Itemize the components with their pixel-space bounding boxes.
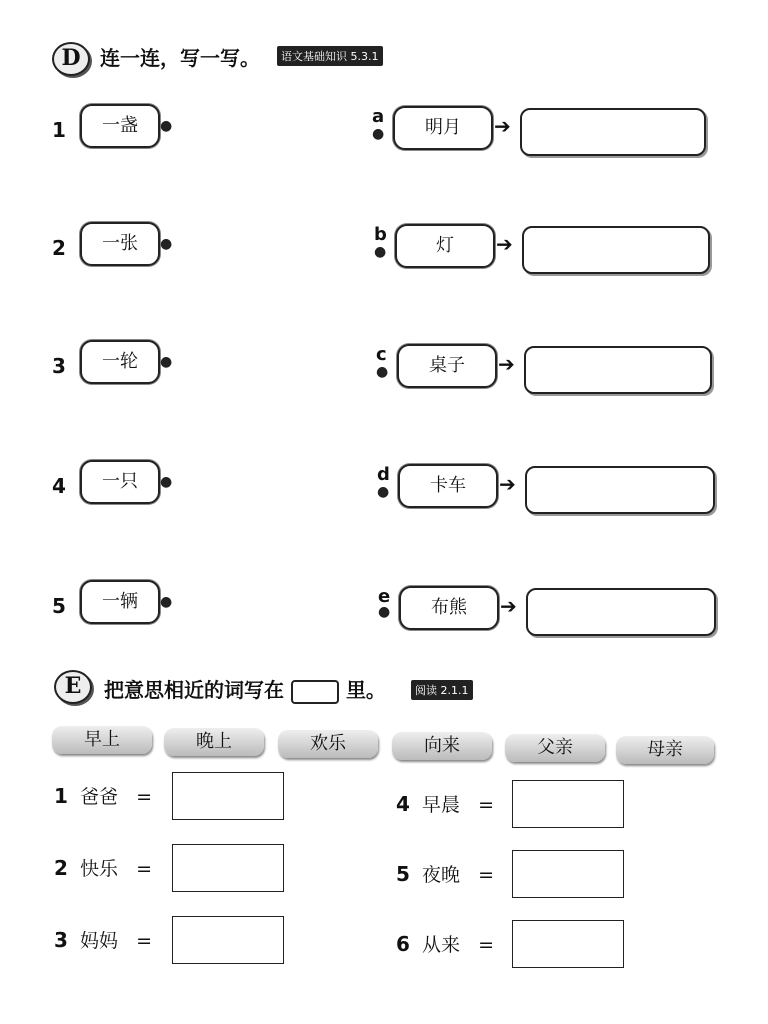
row-word: 快乐	[80, 858, 119, 880]
right-item-letter: a	[372, 106, 385, 127]
answer-box[interactable]	[522, 226, 710, 274]
row-word: 从来	[422, 934, 461, 956]
right-item-letter: c	[376, 344, 387, 365]
connect-dot-icon[interactable]: ●	[160, 474, 173, 490]
answer-box[interactable]	[520, 108, 706, 156]
left-item-number: 1	[52, 118, 66, 142]
word-chip[interactable]: 向来	[392, 732, 492, 760]
synonym-answer-box[interactable]	[512, 850, 624, 898]
answer-box[interactable]	[525, 466, 715, 514]
synonym-row	[396, 860, 494, 887]
arrow-right-icon: ➔	[500, 594, 517, 618]
left-item-number: 2	[52, 236, 66, 260]
row-number: 3	[54, 928, 68, 952]
arrow-right-icon: ➔	[496, 232, 513, 256]
connect-dot-icon[interactable]: ●	[377, 484, 390, 500]
measure-word-box[interactable]: 一轮	[80, 340, 160, 384]
synonym-row	[54, 782, 152, 809]
right-item-letter: d	[377, 464, 390, 485]
section-e-title	[104, 674, 386, 704]
left-item-number: 4	[52, 474, 66, 498]
equals-sign: =	[136, 786, 153, 808]
arrow-right-icon: ➔	[499, 472, 516, 496]
connect-dot-icon[interactable]: ●	[160, 354, 173, 370]
row-number: 4	[396, 792, 410, 816]
synonym-answer-box[interactable]	[172, 772, 284, 820]
measure-word-box[interactable]: 一辆	[80, 580, 160, 624]
synonym-row	[54, 926, 152, 953]
word-chip[interactable]: 早上	[52, 726, 152, 754]
synonym-answer-box[interactable]	[512, 920, 624, 968]
section-e-tag: 阅读 2.1.1	[411, 680, 473, 700]
section-d-badge: D	[52, 42, 90, 76]
right-item-letter: e	[378, 586, 391, 607]
row-word: 妈妈	[80, 930, 119, 952]
row-word: 夜晚	[422, 864, 461, 886]
measure-word-box[interactable]: 一张	[80, 222, 160, 266]
equals-sign: =	[478, 794, 495, 816]
connect-dot-icon[interactable]: ●	[374, 244, 387, 260]
row-number: 2	[54, 856, 68, 880]
noun-word-box[interactable]: 布熊	[399, 586, 499, 630]
section-d-tag: 语文基础知识 5.3.1	[277, 46, 383, 66]
word-chip[interactable]: 晚上	[164, 728, 264, 756]
right-item-letter: b	[374, 224, 387, 245]
section-e-title-post: 里。	[345, 678, 386, 702]
equals-sign: =	[478, 934, 495, 956]
equals-sign: =	[136, 858, 153, 880]
left-item-number: 5	[52, 594, 66, 618]
synonym-row	[396, 930, 494, 957]
connect-dot-icon[interactable]: ●	[376, 364, 389, 380]
synonym-answer-box[interactable]	[172, 844, 284, 892]
synonym-row	[396, 790, 494, 817]
row-number: 1	[54, 784, 68, 808]
word-chip[interactable]: 欢乐	[278, 730, 378, 758]
noun-word-box[interactable]: 卡车	[398, 464, 498, 508]
answer-box[interactable]	[526, 588, 716, 636]
row-word: 爸爸	[80, 786, 119, 808]
word-chip[interactable]: 父亲	[505, 734, 605, 762]
answer-box[interactable]	[524, 346, 712, 394]
connect-dot-icon[interactable]: ●	[160, 118, 173, 134]
word-chip[interactable]: 母亲	[616, 736, 714, 764]
noun-word-box[interactable]: 桌子	[397, 344, 497, 388]
connect-dot-icon[interactable]: ●	[160, 594, 173, 610]
synonym-answer-box[interactable]	[172, 916, 284, 964]
section-d-title: 连一连，写一写。	[100, 46, 260, 70]
connect-dot-icon[interactable]: ●	[160, 236, 173, 252]
measure-word-box[interactable]: 一只	[80, 460, 160, 504]
section-e-title-pre: 把意思相近的词写在	[104, 678, 284, 702]
connect-dot-icon[interactable]: ●	[372, 126, 385, 142]
noun-word-box[interactable]: 灯	[395, 224, 495, 268]
equals-sign: =	[478, 864, 495, 886]
noun-word-box[interactable]: 明月	[393, 106, 493, 150]
blank-box-icon	[291, 680, 339, 704]
row-number: 5	[396, 862, 410, 886]
left-item-number: 3	[52, 354, 66, 378]
connect-dot-icon[interactable]: ●	[378, 604, 391, 620]
synonym-answer-box[interactable]	[512, 780, 624, 828]
arrow-right-icon: ➔	[494, 114, 511, 138]
row-number: 6	[396, 932, 410, 956]
arrow-right-icon: ➔	[498, 352, 515, 376]
row-word: 早晨	[422, 794, 461, 816]
section-e-badge: E	[54, 670, 92, 704]
equals-sign: =	[136, 930, 153, 952]
measure-word-box[interactable]: 一盏	[80, 104, 160, 148]
synonym-row	[54, 854, 152, 881]
